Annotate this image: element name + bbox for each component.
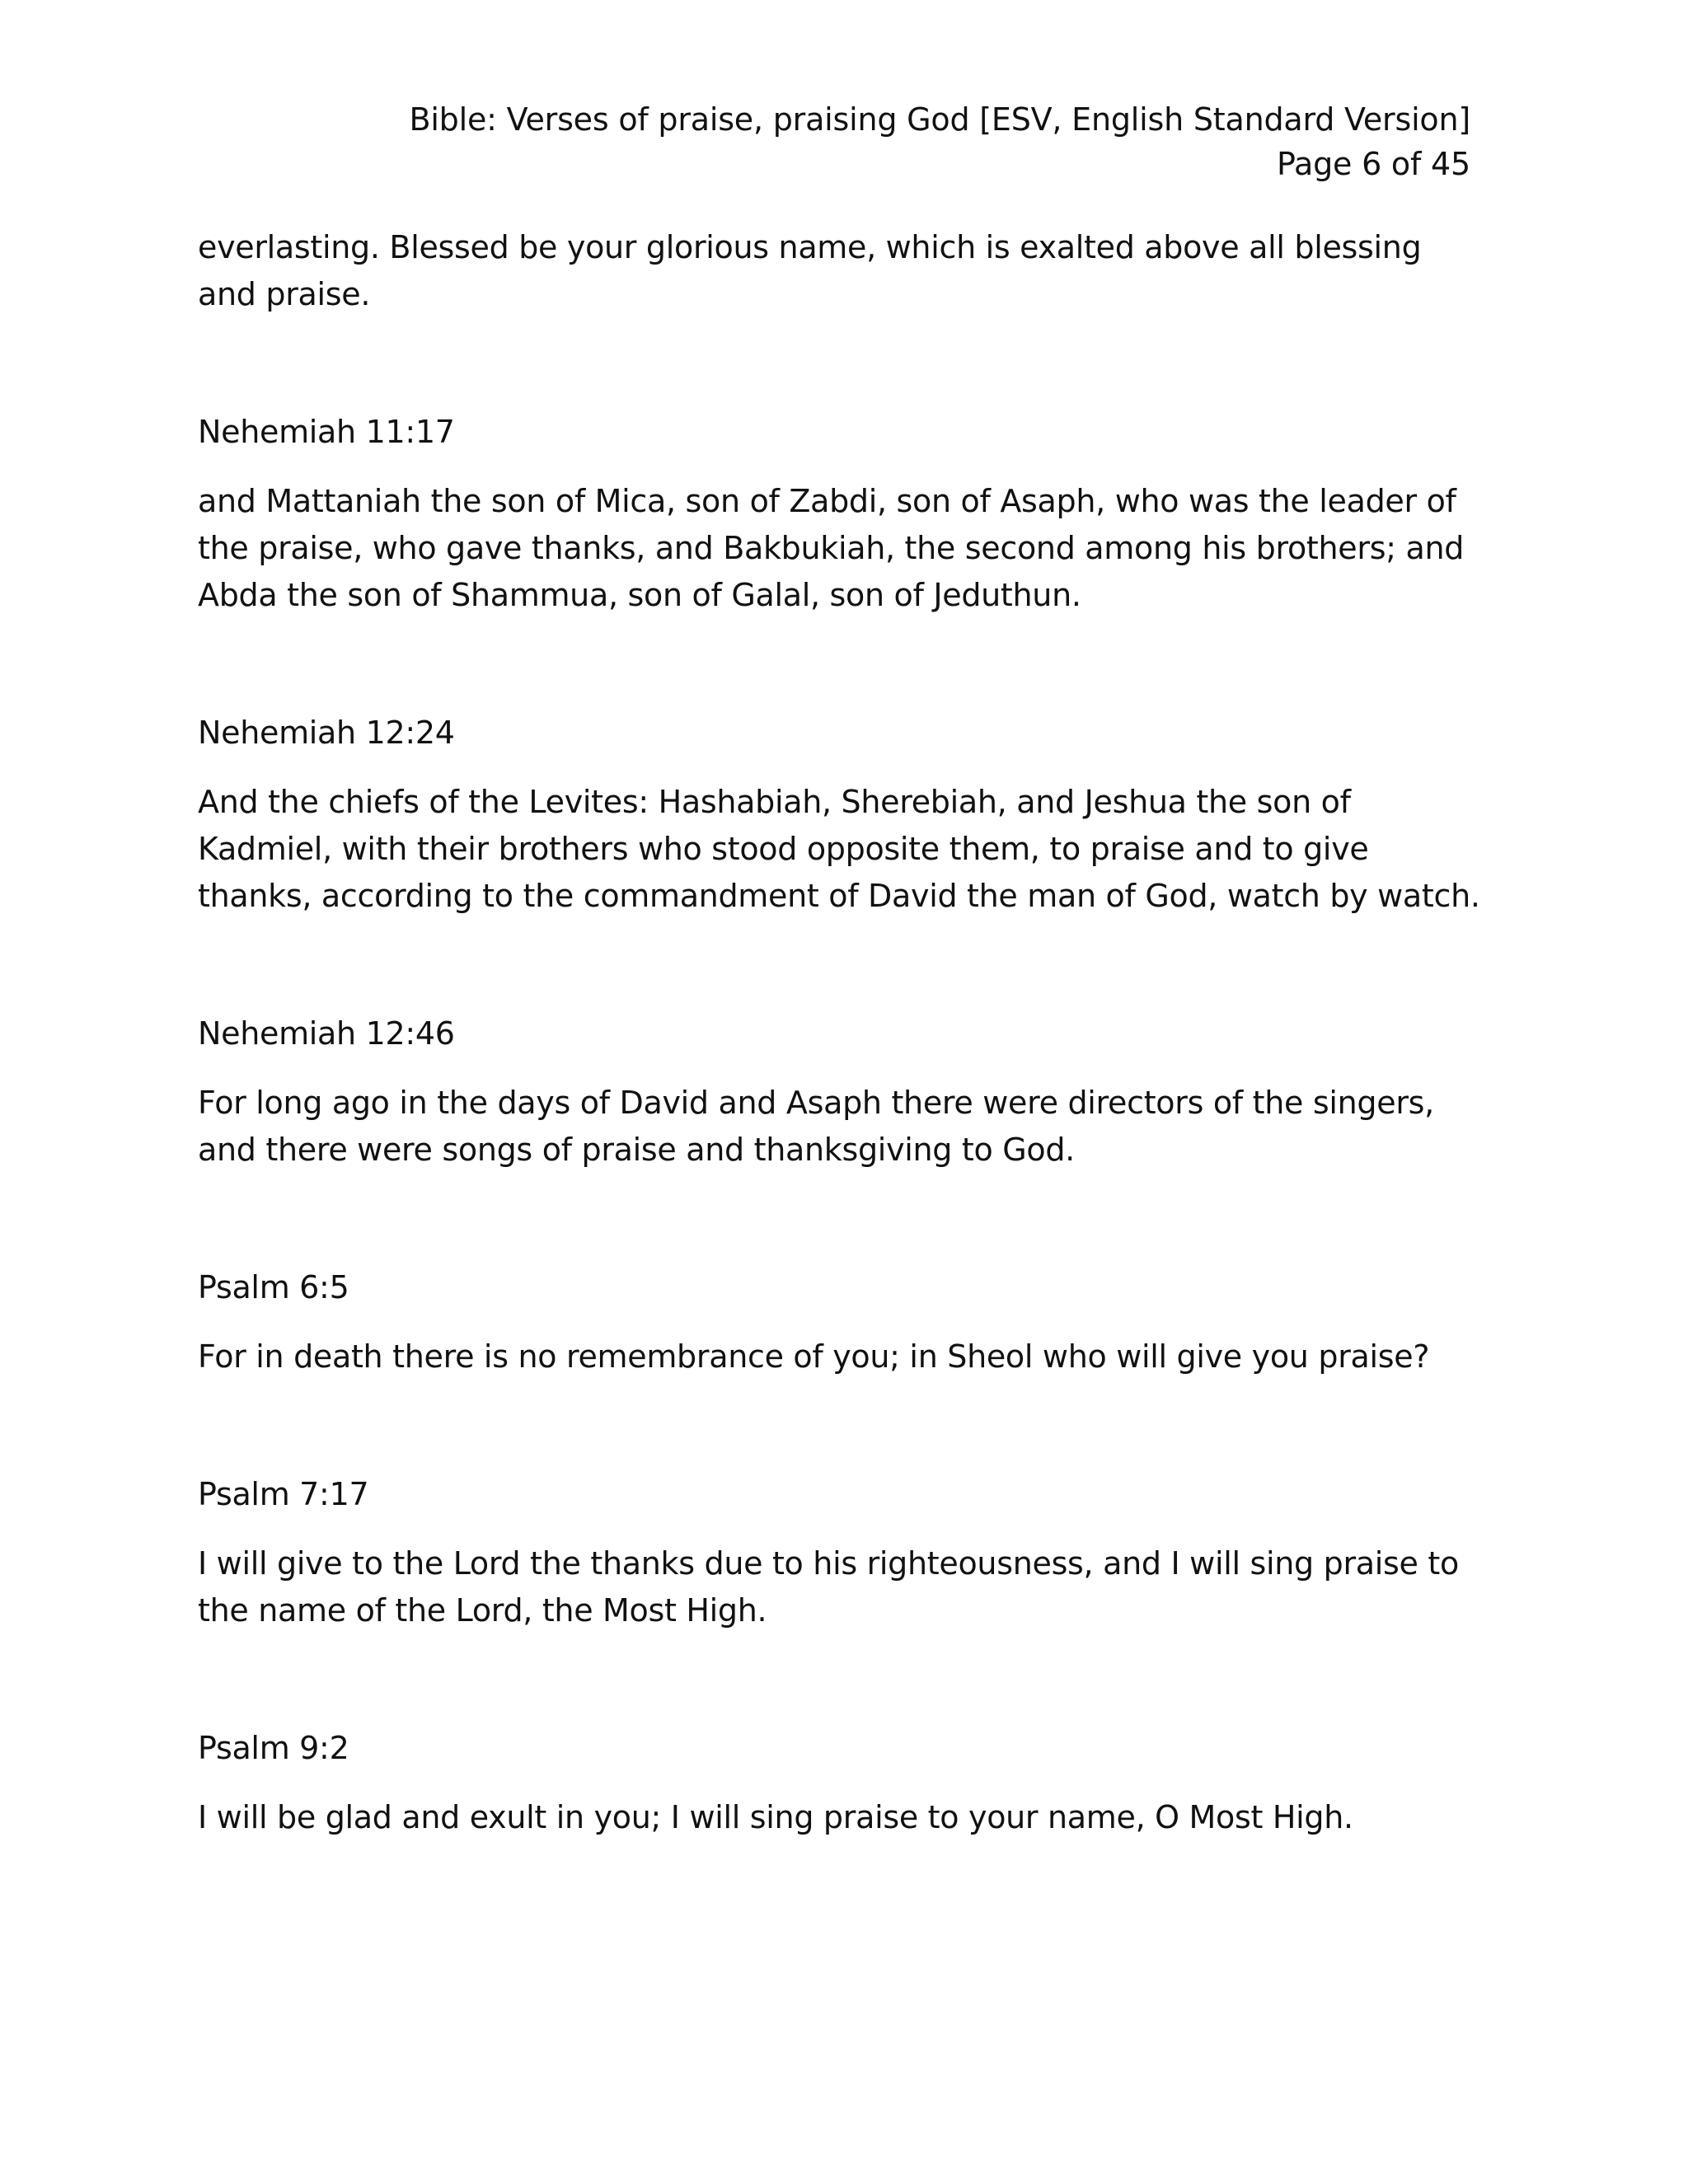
verse-entry xyxy=(198,920,1484,1174)
verse-text: For in death there is no remembrance of you; in Sheol who will give you praise? xyxy=(198,1338,1430,1375)
verse-entry xyxy=(198,318,1484,619)
verse-entry xyxy=(198,1380,1484,1634)
verse-text: For long ago in the days of David and Asaph there were directors of the singers, and there were songs of praise and thanksgiving to God. xyxy=(198,1085,1434,1168)
verse-text: and Mattaniah the son of Mica, son of Zabdi, son of Asaph, who was the leader of the praise, who gave thanks, and Bakbukiah, the second among his brothers; and Abda the son of Shammua, son of Galal, son of Jeduthun. xyxy=(198,483,1465,613)
verse-text: I will be glad and exult in you; I will sing praise to your name, O Most High. xyxy=(198,1799,1353,1835)
document-body xyxy=(198,224,1484,1841)
verse-entry xyxy=(198,619,1484,920)
page-header xyxy=(234,97,1470,186)
verse-entry xyxy=(198,1634,1484,1841)
verse-text: And the chiefs of the Levites: Hashabiah, Sherebiah, and Jeshua the son of Kadmiel, with their brothers who stood opposite them, to praise and to give thanks, according to the commandment of David the man of God, watch by watch. xyxy=(198,784,1480,914)
verse-entry xyxy=(198,1174,1484,1380)
verse-reference: Psalm 7:17 xyxy=(198,1476,369,1512)
verse-reference: Psalm 9:2 xyxy=(198,1730,349,1766)
continued-verse-text: everlasting. Blessed be your glorious name, which is exalted above all blessing and praise. xyxy=(198,229,1422,312)
document-title: Bible: Verses of praise, praising God [ESV, English Standard Version] xyxy=(409,101,1470,138)
verse-text: I will give to the Lord the thanks due to his righteousness, and I will sing praise to the name of the Lord, the Most High. xyxy=(198,1545,1459,1629)
verse-reference: Nehemiah 12:24 xyxy=(198,715,455,751)
verse-reference: Nehemiah 12:46 xyxy=(198,1015,455,1052)
page-number: Page 6 of 45 xyxy=(1277,146,1470,182)
verse-reference: Nehemiah 11:17 xyxy=(198,414,455,450)
verse-reference: Psalm 6:5 xyxy=(198,1269,349,1305)
